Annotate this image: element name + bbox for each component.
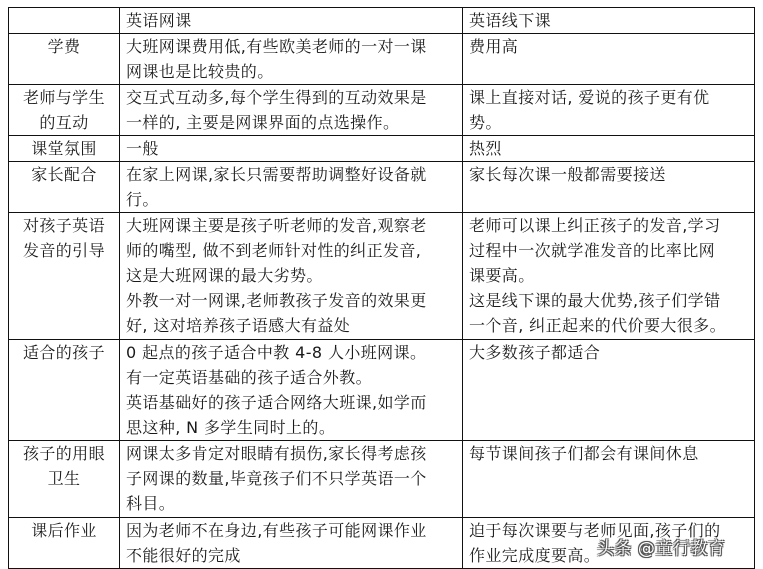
cell-text-line: 卫生 bbox=[47, 469, 81, 488]
cell-text-line: 热烈 bbox=[469, 139, 502, 158]
cell-text-line: 过程中一次就学准发音的比率比网 bbox=[469, 241, 716, 260]
row-label-cell bbox=[9, 518, 120, 569]
table-row bbox=[9, 340, 755, 441]
cell-text-line: 英语基础好的孩子适合网络大班课,如学而 bbox=[126, 393, 427, 412]
header-offline-course: 英语线下课 bbox=[463, 8, 755, 34]
cell-text-line: 因为老师不在身边,有些孩子可能网课作业 bbox=[126, 521, 427, 540]
cell-text-line: 学费 bbox=[47, 37, 81, 56]
cell-text-line: 网课太多肯定对眼睛有损伤,家长得考虑孩 bbox=[126, 444, 427, 463]
table-row bbox=[9, 213, 755, 340]
cell-text-line: 大班网课主要是孩子听老师的发音,观察老 bbox=[126, 216, 427, 235]
offline-course-cell bbox=[463, 162, 755, 213]
table-row bbox=[9, 34, 755, 85]
cell-text-line: 师的嘴型, 做不到老师针对性的纠正发音, bbox=[126, 241, 422, 260]
cell-text-line: 不能很好的完成 bbox=[126, 546, 241, 565]
cell-text-line: 大班网课费用低,有些欧美老师的一对一课 bbox=[126, 37, 427, 56]
cell-text-line: 0 起点的孩子适合中教 4-8 人小班网课。 bbox=[126, 343, 427, 362]
online-course-cell bbox=[120, 136, 463, 162]
cell-text-line: 子网课的数量,毕竟孩子们不只学英语一个 bbox=[126, 469, 427, 488]
cell-text-line: 外教一对一网课,老师教孩子发音的效果更 bbox=[126, 291, 427, 310]
cell-text-line: 这是线下课的最大优势,孩子们学错 bbox=[469, 291, 721, 310]
header-empty-cell bbox=[9, 8, 120, 34]
row-label-cell bbox=[9, 136, 120, 162]
cell-text-line: 势。 bbox=[469, 113, 502, 132]
cell-text-line: 对孩子英语 bbox=[22, 216, 105, 235]
online-course-cell bbox=[120, 34, 463, 85]
offline-course-cell bbox=[463, 34, 755, 85]
table-row bbox=[9, 162, 755, 213]
cell-text-line: 课堂氛围 bbox=[31, 139, 97, 158]
table-row bbox=[9, 136, 755, 162]
table-row bbox=[9, 85, 755, 136]
comparison-table bbox=[8, 7, 755, 569]
cell-text-line: 每节课间孩子们都会有课间休息 bbox=[469, 444, 699, 463]
offline-course-cell bbox=[463, 340, 755, 441]
cell-text-line: 发音的引导 bbox=[22, 241, 105, 260]
offline-course-cell bbox=[463, 136, 755, 162]
cell-text-line: 课后作业 bbox=[31, 521, 97, 540]
cell-text-line: 有一定英语基础的孩子适合外教。 bbox=[126, 368, 373, 387]
cell-text-line: 孩子的用眼 bbox=[22, 444, 105, 463]
offline-course-cell bbox=[463, 85, 755, 136]
watermark: 头条 @童行教育 bbox=[597, 539, 726, 559]
row-label-cell bbox=[9, 162, 120, 213]
cell-text-line: 思这种, N 多学生同时上的。 bbox=[126, 418, 336, 437]
cell-text-line: 一样的, 主要是网课界面的点选操作。 bbox=[126, 113, 400, 132]
row-label-cell bbox=[9, 441, 120, 518]
online-course-cell bbox=[120, 518, 463, 569]
table-row bbox=[9, 441, 755, 518]
row-label-cell bbox=[9, 34, 120, 85]
offline-course-cell bbox=[463, 213, 755, 340]
row-label-cell bbox=[9, 213, 120, 340]
online-course-cell bbox=[120, 340, 463, 441]
header-online-course: 英语网课 bbox=[120, 8, 463, 34]
row-label-cell bbox=[9, 340, 120, 441]
cell-text-line: 迫于每次课要与老师见面,孩子们的 bbox=[469, 521, 721, 540]
cell-text-line: 交互式互动多,每个学生得到的互动效果是 bbox=[126, 88, 427, 107]
online-course-cell bbox=[120, 85, 463, 136]
cell-text-line: 老师可以课上纠正孩子的发音,学习 bbox=[469, 216, 721, 235]
offline-course-cell bbox=[463, 441, 755, 518]
cell-text-line: 行。 bbox=[126, 190, 159, 209]
header-row bbox=[9, 8, 755, 34]
cell-text-line: 课要高。 bbox=[469, 266, 535, 285]
online-course-cell bbox=[120, 441, 463, 518]
cell-text-line: 适合的孩子 bbox=[22, 343, 105, 362]
cell-text-line: 家长配合 bbox=[31, 165, 97, 184]
cell-text-line: 网课也是比较贵的。 bbox=[126, 62, 274, 81]
cell-text-line: 一般 bbox=[126, 139, 159, 158]
cell-text-line: 作业完成度要高。 bbox=[469, 546, 601, 565]
cell-text-line: 这是大班网课的最大劣势。 bbox=[126, 266, 323, 285]
row-label-cell bbox=[9, 85, 120, 136]
cell-text-line: 费用高 bbox=[469, 37, 519, 56]
online-course-cell bbox=[120, 162, 463, 213]
online-course-cell bbox=[120, 213, 463, 340]
cell-text-line: 大多数孩子都适合 bbox=[469, 343, 601, 362]
cell-text-line: 科目。 bbox=[126, 494, 176, 513]
cell-text-line: 课上直接对话, 爱说的孩子更有优 bbox=[469, 88, 710, 107]
cell-text-line: 好, 这对培养孩子语感大有益处 bbox=[126, 316, 351, 335]
cell-text-line: 家长每次课一般都需要接送 bbox=[469, 165, 666, 184]
cell-text-line: 老师与学生 bbox=[22, 88, 105, 107]
cell-text-line: 在家上网课,家长只需要帮助调整好设备就 bbox=[126, 165, 427, 184]
cell-text-line: 的互动 bbox=[39, 113, 89, 132]
cell-text-line: 一个音, 纠正起来的代价要大很多。 bbox=[469, 316, 726, 335]
